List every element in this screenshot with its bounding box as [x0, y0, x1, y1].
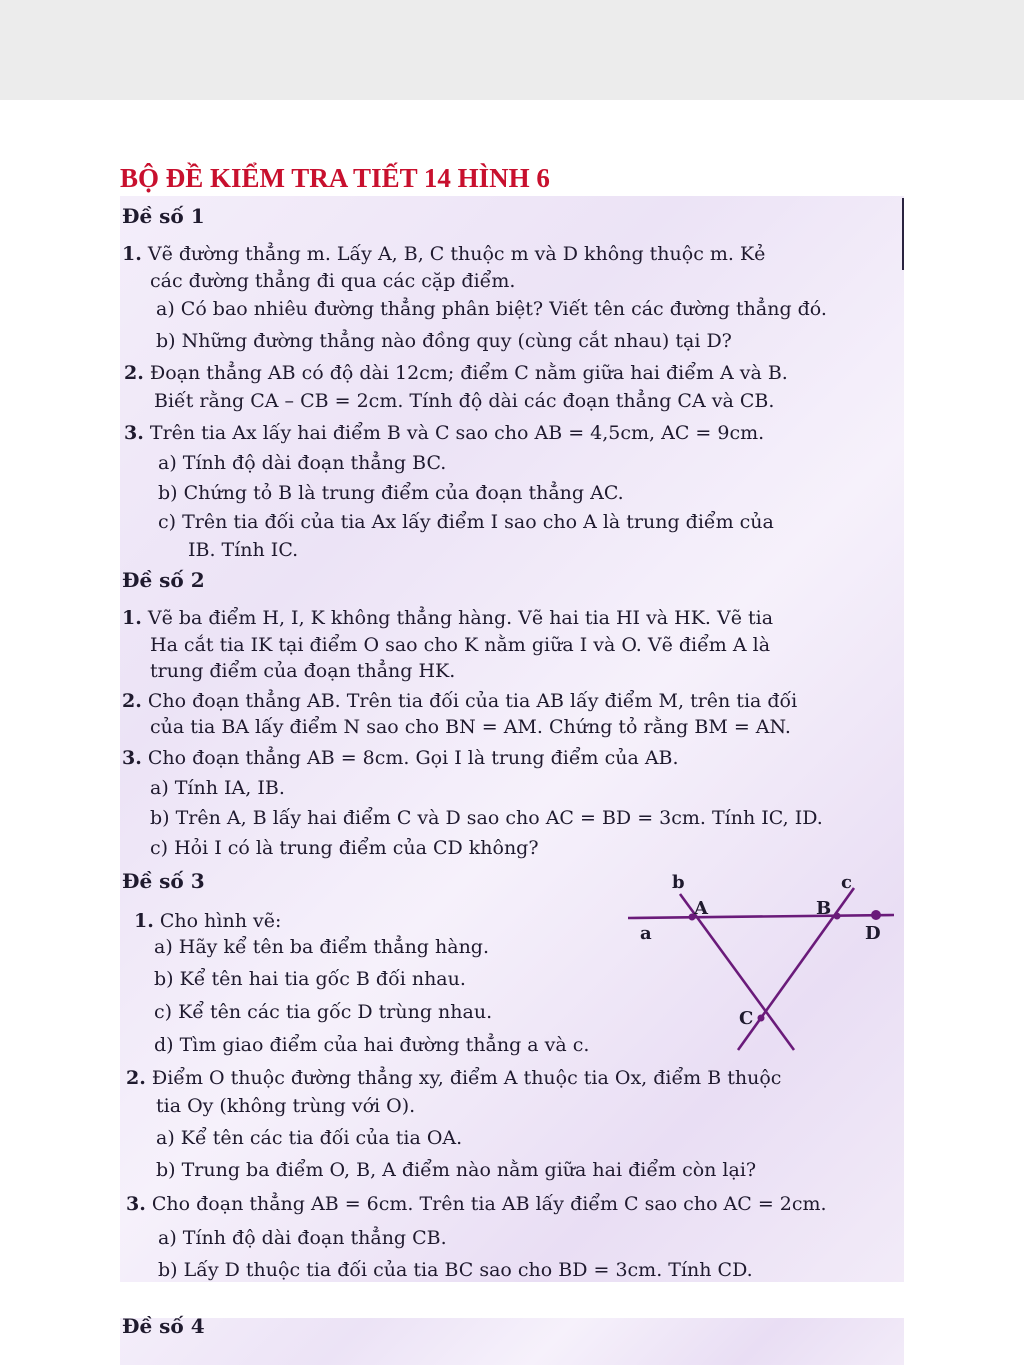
- de1-q1-line2: các đường thẳng đi qua các cặp điểm.: [150, 270, 516, 292]
- de3-q2-b: b) Trung ba điểm O, B, A điểm nào nằm giữa hai điểm còn lại?: [156, 1159, 757, 1181]
- de2-q1-line3: trung điểm của đoạn thẳng HK.: [150, 660, 456, 682]
- de1-q1-a: a) Có bao nhiêu đường thẳng phân biệt? Viết tên các đường thẳng đó.: [156, 298, 827, 320]
- heading-de-4: Đề số 4: [122, 1314, 205, 1338]
- de3-q1-a: a) Hãy kể tên ba điểm thẳng hàng.: [154, 936, 490, 958]
- point-C: [758, 1015, 765, 1022]
- de3-q1-d: d) Tìm giao điểm của hai đường thẳng a và c.: [154, 1034, 590, 1056]
- de3-q2-a: a) Kể tên các tia đối của tia OA.: [156, 1127, 463, 1149]
- de3-q3-line1: 3. Cho đoạn thẳng AB = 6cm. Trên tia AB lấy điểm C sao cho AC = 2cm.: [126, 1193, 827, 1215]
- de1-q1-b: b) Những đường thẳng nào đồng quy (cùng cắt nhau) tại D?: [156, 330, 732, 352]
- page-edge-rule: [902, 198, 904, 270]
- heading-de-2: Đề số 2: [122, 568, 205, 592]
- de2-q3-line1: 3. Cho đoạn thẳng AB = 8cm. Gọi I là trung điểm của AB.: [122, 747, 679, 769]
- scanned-page-next: [120, 1314, 904, 1365]
- de1-q3-c1: c) Trên tia đối của tia Ax lấy điểm I sao cho A là trung điểm của: [158, 511, 774, 533]
- label-A: A: [694, 898, 708, 919]
- de1-q2-line1: 2. Đoạn thẳng AB có độ dài 12cm; điểm C nằm giữa hai điểm A và B.: [124, 362, 788, 384]
- de3-q3-b: b) Lấy D thuộc tia đối của tia BC sao cho BD = 3cm. Tính CD.: [158, 1259, 753, 1281]
- scanned-page: [120, 196, 904, 1282]
- label-c: c: [841, 872, 852, 893]
- label-C: C: [739, 1008, 754, 1029]
- de3-q3-a: a) Tính độ dài đoạn thẳng CB.: [158, 1227, 447, 1249]
- de2-q3-b: b) Trên A, B lấy hai điểm C và D sao cho AC = BD = 3cm. Tính IC, ID.: [150, 807, 823, 829]
- label-D: D: [865, 923, 881, 944]
- label-b: b: [672, 872, 685, 893]
- de2-q3-c: c) Hỏi I có là trung điểm của CD không?: [150, 837, 539, 859]
- de1-q3-line1: 3. Trên tia Ax lấy hai điểm B và C sao cho AB = 4,5cm, AC = 9cm.: [124, 422, 765, 444]
- de3-q1-line1: 1. Cho hình vẽ:: [134, 910, 282, 932]
- de1-q3-c2: IB. Tính IC.: [188, 539, 299, 561]
- de3-q2-line1: 2. Điểm O thuộc đường thẳng xy, điểm A thuộc tia Ox, điểm B thuộc: [126, 1067, 782, 1089]
- de2-q1-line2: Ha cắt tia IK tại điểm O sao cho K nằm giữa I và O. Vẽ điểm A là: [150, 634, 771, 656]
- de2-q1-line1: 1. Vẽ ba điểm H, I, K không thẳng hàng. Vẽ hai tia HI và HK. Vẽ tia: [122, 607, 774, 629]
- point-D: [871, 910, 881, 920]
- de3-q1-c: c) Kể tên các tia gốc D trùng nhau.: [154, 1001, 493, 1023]
- de1-q3-b: b) Chứng tỏ B là trung điểm của đoạn thẳng AC.: [158, 482, 624, 504]
- de2-q3-a: a) Tính IA, IB.: [150, 777, 285, 799]
- de1-q2-line2: Biết rằng CA – CB = 2cm. Tính độ dài các đoạn thẳng CA và CB.: [154, 390, 775, 412]
- de3-q1-b: b) Kể tên hai tia gốc B đối nhau.: [154, 968, 466, 990]
- point-B: [834, 913, 841, 920]
- heading-de-1: Đề số 1: [122, 204, 205, 228]
- de1-q3-a: a) Tính độ dài đoạn thẳng BC.: [158, 452, 447, 474]
- de3-q2-line2: tia Oy (không trùng với O).: [156, 1095, 416, 1117]
- line-a: [628, 915, 894, 918]
- de2-q2-line2: của tia BA lấy điểm N sao cho BN = AM. Chứng tỏ rằng BM = AN.: [150, 716, 791, 738]
- label-a: a: [640, 923, 652, 944]
- document-title: BỘ ĐỀ KIỂM TRA TIẾT 14 HÌNH 6: [120, 163, 550, 193]
- label-B: B: [816, 898, 832, 919]
- geometry-figure: [628, 866, 904, 1056]
- de1-q1-line1: 1. Vẽ đường thẳng m. Lấy A, B, C thuộc m và D không thuộc m. Kẻ: [122, 243, 766, 265]
- heading-de-3: Đề số 3: [122, 869, 205, 893]
- line-c: [738, 888, 854, 1050]
- de2-q2-line1: 2. Cho đoạn thẳng AB. Trên tia đối của tia AB lấy điểm M, trên tia đối: [122, 690, 798, 712]
- top-bar: [0, 0, 1024, 100]
